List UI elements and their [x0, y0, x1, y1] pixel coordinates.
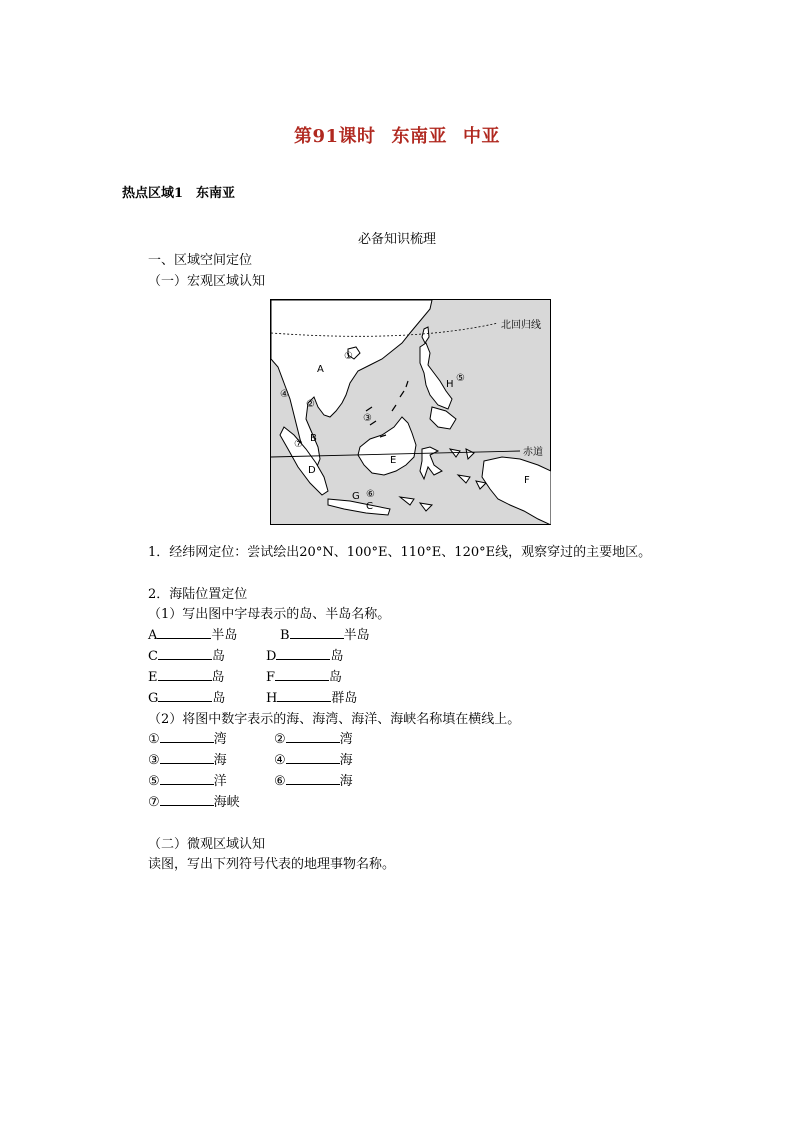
map-num-1: ① [344, 351, 353, 362]
heading-macro: （一）宏观区域认知 [148, 274, 266, 289]
map-letter-e: E [390, 455, 397, 466]
label-tropic: 北回归线 [501, 320, 541, 331]
fill-row: G 岛 [148, 691, 226, 706]
question-2: 2．海陆位置定位 [148, 587, 248, 602]
section-heading: 热点区域1 东南亚 [122, 186, 236, 201]
title-region2: 中亚 [463, 126, 501, 147]
micro-instruction: 读图，写出下列符号代表的地理事物名称。 [148, 857, 396, 872]
fill-row: H 群岛 [266, 691, 358, 706]
center-heading: 必备知识梳理 [357, 232, 436, 247]
fill-row: ② 湾 [274, 732, 353, 747]
question-1: 1．经纬网定位：尝试绘出20°N、100°E、110°E、120°E线，观察穿过的主要地区。 [148, 545, 652, 560]
fill-row: C 岛 [148, 649, 225, 664]
question-2-1: （1）写出图中字母表示的岛、半岛名称。 [148, 607, 391, 622]
fill-row: D 岛 [266, 649, 344, 664]
fill-row: E 岛 [148, 670, 225, 685]
map-letter-d: D [308, 465, 316, 476]
title-lesson: 第91课时 [293, 126, 376, 147]
southeast-asia-map [270, 299, 551, 525]
map-num-3: ③ [363, 413, 372, 424]
fill-row: ③ 海 [148, 753, 227, 768]
map-letter-h: H [446, 379, 454, 390]
fill-row: ⑥ 海 [274, 774, 353, 789]
fill-row: A 半岛 [148, 628, 238, 643]
fill-row: ⑤ 洋 [148, 774, 227, 789]
fill-row: ① 湾 [148, 732, 227, 747]
fill-row: ⑦ 海峡 [148, 795, 240, 810]
heading-micro: （二）微观区域认知 [148, 837, 266, 852]
map-num-7: ⑦ [294, 439, 303, 450]
title-region1: 东南亚 [391, 126, 448, 147]
heading-spatial-location: 一、区域空间定位 [148, 253, 253, 268]
map-num-5: ⑤ [456, 373, 465, 384]
map-letter-f: F [524, 475, 530, 486]
fill-row: B 半岛 [280, 628, 370, 643]
map-letter-g: G [352, 491, 360, 502]
map-letter-a: A [317, 364, 324, 375]
map-letter-b: B [310, 433, 317, 444]
map-letter-c: C [366, 501, 373, 512]
map-num-4: ④ [280, 389, 289, 400]
page-title [0, 122, 794, 148]
question-2-2: （2）将图中数字表示的海、海湾、海洋、海峡名称填在横线上。 [148, 712, 521, 727]
fill-row: F 岛 [266, 670, 343, 685]
label-equator: 赤道 [523, 447, 543, 458]
map-num-2: ② [306, 399, 315, 410]
map-num-6: ⑥ [366, 489, 375, 500]
fill-row: ④ 海 [274, 753, 353, 768]
